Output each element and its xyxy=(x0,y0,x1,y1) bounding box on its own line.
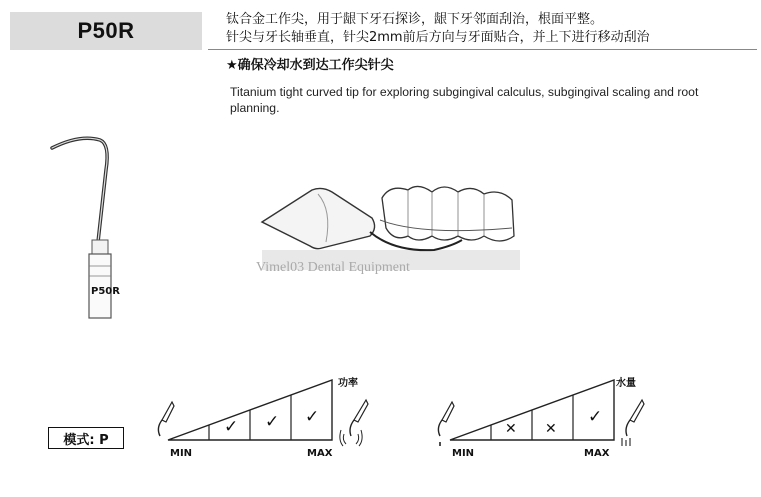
watermark: Vimel03 Dental Equipment xyxy=(256,260,410,275)
water-title: 水量 xyxy=(616,378,636,389)
power-min-label: MIN xyxy=(170,448,193,459)
mode-label: 模式: P xyxy=(48,427,124,449)
model-title: P50R xyxy=(10,12,202,50)
cn-description-line-1: 钛合金工作尖，用于龈下牙石探诊，龈下牙邻面刮治，根面平整。 xyxy=(226,12,604,27)
water-mark-2: ✕ xyxy=(545,421,557,437)
scaler-tip-illustration xyxy=(40,130,140,330)
power-title: 功率 xyxy=(338,378,358,389)
power-mark-2: ✓ xyxy=(265,412,280,432)
water-mark-3: ✓ xyxy=(588,407,603,427)
tip-label: P50R xyxy=(91,286,120,297)
power-mark-1: ✓ xyxy=(224,417,239,437)
header-divider xyxy=(208,49,757,50)
cn-description-line-2: 针尖与牙长轴垂直，针尖2mm前后方向与牙面贴合，并上下进行移动刮治 xyxy=(226,30,650,45)
handpiece-max-water-icon xyxy=(616,398,646,448)
handpiece-min-water-icon xyxy=(432,400,456,450)
cooling-water-note: ★确保冷却水到达工作尖针尖 xyxy=(226,58,394,73)
handpiece-min-power-icon xyxy=(152,400,176,440)
power-mark-3: ✓ xyxy=(305,407,320,427)
water-min-label: MIN xyxy=(452,448,475,459)
handpiece-max-power-icon xyxy=(338,398,370,448)
handpiece-teeth-illustration xyxy=(262,180,524,270)
power-max-label: MAX xyxy=(307,448,333,459)
water-max-label: MAX xyxy=(584,448,610,459)
en-description: Titanium tight curved tip for exploring subgingival calculus, subgingival scaling and root planning. xyxy=(230,85,699,115)
water-mark-1: ✕ xyxy=(505,421,517,437)
